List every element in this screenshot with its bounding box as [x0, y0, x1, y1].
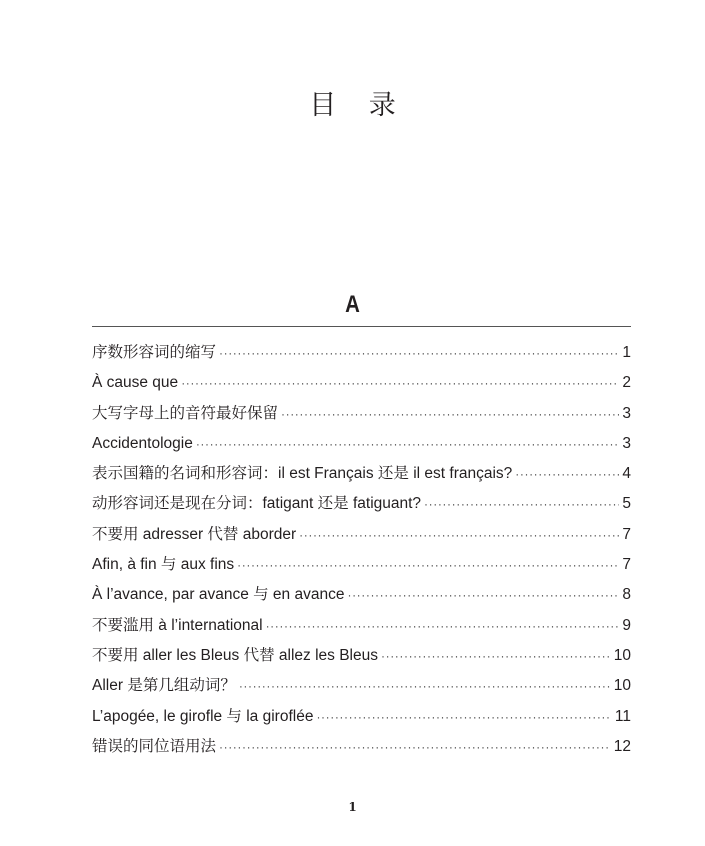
dot-leader	[381, 641, 611, 671]
toc-entry-page: 4	[622, 465, 631, 483]
toc-entry-title: Accidentologie	[92, 434, 193, 452]
toc-entry-page: 10	[613, 677, 631, 695]
toc-entry-title: 大写字母上的音符最好保留	[92, 404, 279, 422]
dot-leader	[299, 520, 619, 550]
toc-entry-page: 1	[622, 344, 631, 361]
dot-leader	[424, 489, 619, 519]
toc-entry	[92, 641, 631, 671]
toc-entry-title: 动形容词还是现在分词：fatigant 还是 fatiguant?	[92, 495, 422, 513]
toc-entry	[92, 580, 631, 610]
toc-entry-page: 3	[622, 404, 631, 422]
toc-entry-page: 5	[622, 495, 631, 513]
toc-entry	[92, 611, 631, 641]
toc-entry	[92, 429, 631, 459]
section-heading-letter: A	[345, 291, 360, 318]
dot-leader	[266, 611, 620, 641]
toc-entry-title: Afin, à fin 与 aux fins	[92, 556, 235, 574]
page-number: 1	[348, 800, 357, 814]
dot-leader	[181, 368, 619, 398]
toc-entry-title: 序数形容词的缩写	[92, 344, 217, 361]
toc-entry-page: 9	[622, 616, 631, 634]
dot-leader	[219, 732, 611, 762]
toc-entry-title: L’apogée, le girofle 与 la giroflée	[92, 707, 314, 725]
toc-entry-title: 不要用 aller les Bleus 代替 allez les Bleus	[92, 646, 378, 664]
toc-entry	[92, 732, 631, 762]
page-title: 目 录	[309, 90, 408, 121]
toc-entry-title: 不要滥用 à l’international	[92, 616, 263, 634]
table-of-contents	[92, 338, 631, 762]
dot-leader	[316, 702, 611, 732]
toc-entry-title: Aller 是第几组动词？	[92, 677, 236, 695]
toc-entry-title: 不要用 adresser 代替 aborder	[92, 525, 297, 543]
toc-entry-page: 10	[613, 646, 631, 664]
toc-entry-title: 错误的同位语用法	[92, 737, 217, 755]
toc-entry-title: 表示国籍的名词和形容词：il est Français 还是 il est français?	[92, 465, 513, 483]
toc-entry	[92, 399, 631, 429]
dot-leader	[196, 429, 620, 459]
toc-entry-title: À l’avance, par avance 与 en avance	[92, 586, 345, 604]
dot-leader	[219, 338, 619, 368]
toc-entry	[92, 368, 631, 398]
toc-entry-page: 11	[614, 707, 631, 725]
dot-leader	[347, 580, 619, 610]
dot-leader	[239, 671, 611, 701]
toc-entry	[92, 520, 631, 550]
toc-entry-page: 7	[622, 556, 631, 574]
toc-entry	[92, 550, 631, 580]
toc-entry-page: 2	[622, 374, 631, 392]
section-divider	[92, 326, 631, 327]
dot-leader	[281, 399, 619, 429]
toc-entry-page: 7	[622, 525, 631, 543]
toc-entry-page: 8	[622, 586, 631, 604]
dot-leader	[237, 550, 619, 580]
dot-leader	[515, 459, 619, 489]
toc-entry	[92, 338, 631, 368]
toc-entry-page: 3	[622, 434, 631, 452]
toc-entry-page: 12	[613, 737, 631, 755]
toc-entry	[92, 459, 631, 489]
toc-entry	[92, 489, 631, 519]
toc-entry	[92, 702, 631, 732]
toc-entry	[92, 671, 631, 701]
toc-entry-title: À cause que	[92, 374, 179, 392]
